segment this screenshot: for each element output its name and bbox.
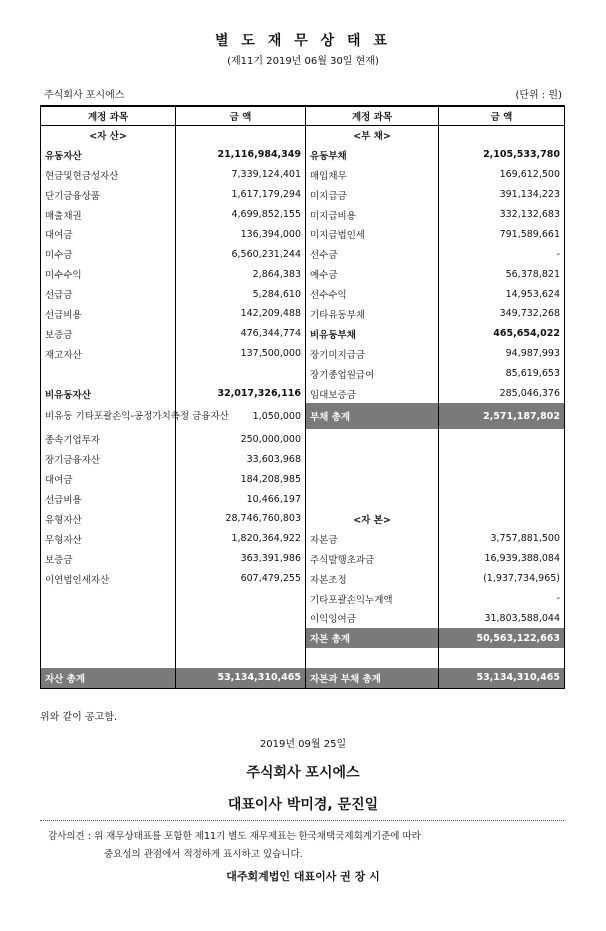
table-row	[41, 469, 565, 489]
liability-equity-account: 선수수익	[306, 284, 439, 304]
asset-account: 비유동자산	[41, 384, 176, 404]
asset-amount	[176, 628, 306, 648]
liability-equity-account: 주식발행초과금	[306, 549, 439, 569]
asset-account: 미수수익	[41, 264, 176, 284]
asset-amount: 1,820,364,922	[176, 529, 306, 549]
asset-account	[41, 608, 176, 628]
table-row	[41, 628, 565, 648]
liability-equity-amount	[439, 469, 565, 489]
table-row	[41, 608, 565, 628]
asset-account: 보증금	[41, 549, 176, 569]
asset-account: 대여금	[41, 469, 176, 489]
table-row	[41, 145, 565, 165]
representatives: 대표이사 박미경, 문진일	[227, 797, 379, 813]
column-header: 계정 과목	[306, 106, 439, 125]
asset-account: 비유동 기타포괄손익-공정가치측정 금융자산	[41, 403, 176, 429]
liability-equity-amount: 94,987,993	[505, 348, 560, 360]
column-header: 금 액	[439, 106, 565, 125]
asset-account: 종속기업투자	[41, 429, 176, 449]
asset-amount: 53,134,310,465	[176, 668, 306, 688]
notice-text: 위와 같이 공고함.	[40, 712, 118, 723]
liability-equity-amount	[439, 449, 565, 469]
asset-amount: 363,391,986	[176, 549, 306, 569]
table-header-row	[41, 106, 565, 125]
asset-amount: 184,208,985	[176, 469, 306, 489]
asset-account: 무형자산	[41, 529, 176, 549]
liability-equity-account: 부채 총계	[306, 403, 439, 429]
table-row	[41, 384, 565, 404]
table-row	[41, 529, 565, 549]
asset-amount: 1,050,000	[176, 403, 306, 429]
liability-equity-account: <부 채>	[306, 125, 439, 145]
liability-equity-amount: 53,134,310,465	[439, 668, 565, 688]
asset-amount: 6,560,231,244	[176, 244, 306, 264]
currency-unit: (단위 : 원)	[515, 90, 562, 101]
liability-equity-account: <자 본>	[306, 509, 439, 529]
table-row	[41, 125, 565, 145]
table-row	[41, 569, 565, 589]
liability-equity-amount: (1,937,734,965)	[483, 573, 560, 585]
asset-account: 유동자산	[41, 145, 176, 165]
table-row	[41, 224, 565, 244]
table-row	[41, 589, 565, 609]
asset-account: 장기금융자산	[41, 449, 176, 469]
auditor-name: 대주회계법인 대표이사 권 장 시	[226, 870, 380, 883]
asset-account: 현금및현금성자산	[41, 165, 176, 185]
liability-equity-amount	[439, 648, 565, 668]
dotted-divider	[40, 820, 564, 821]
liability-equity-amount	[439, 125, 565, 145]
asset-account: 미수금	[41, 244, 176, 264]
liability-equity-account: 자본금	[306, 529, 439, 549]
asset-amount: 137,500,000	[176, 344, 306, 364]
liability-equity-account: 자본 총계	[306, 628, 439, 648]
liability-equity-account: 미지급비용	[306, 205, 439, 225]
table-row	[41, 205, 565, 225]
statement-period: (제11기 2019년 06월 30일 현재)	[227, 56, 379, 67]
liability-equity-amount: 16,939,388,084	[484, 553, 560, 565]
table-row	[41, 364, 565, 384]
table-row	[41, 509, 565, 529]
liability-equity-amount: 285,046,376	[499, 388, 560, 400]
table-row	[41, 324, 565, 344]
liability-equity-account: 예수금	[306, 264, 439, 284]
liability-equity-amount: 169,612,500	[499, 169, 560, 181]
liability-equity-account	[306, 449, 439, 469]
liability-equity-account	[306, 489, 439, 509]
column-header: 금 액	[176, 106, 306, 125]
liability-equity-account: 이익잉여금	[306, 608, 439, 628]
liability-equity-account: 임대보증금	[306, 384, 439, 404]
liability-equity-account: 자본과 부채 총계	[306, 668, 439, 688]
asset-account	[41, 364, 176, 384]
table-row	[41, 165, 565, 185]
asset-amount	[176, 589, 306, 609]
balance-sheet-table	[40, 105, 565, 689]
liability-equity-amount: -	[556, 593, 560, 605]
table-row	[41, 264, 565, 284]
liability-equity-amount: -	[556, 248, 560, 260]
asset-account: 이연법인세자산	[41, 569, 176, 589]
asset-account: <자 산>	[41, 125, 176, 145]
liability-equity-account: 장기미지급금	[306, 344, 439, 364]
liability-equity-amount: 465,654,022	[493, 328, 560, 340]
asset-amount: 607,479,255	[176, 569, 306, 589]
table-row	[41, 648, 565, 668]
liability-equity-account: 미지급법인세	[306, 224, 439, 244]
liability-equity-account	[306, 648, 439, 668]
liability-equity-amount	[439, 489, 565, 509]
asset-amount	[176, 608, 306, 628]
liability-equity-account: 선수금	[306, 244, 439, 264]
table-row	[41, 489, 565, 509]
asset-amount: 10,466,197	[176, 489, 306, 509]
asset-amount	[176, 125, 306, 145]
company-name: 주식회사 포시에스	[44, 90, 125, 101]
table-row	[41, 284, 565, 304]
table-row	[41, 304, 565, 324]
asset-account: 보증금	[41, 324, 176, 344]
asset-amount: 2,864,383	[176, 264, 306, 284]
asset-amount: 4,699,852,155	[176, 205, 306, 225]
asset-amount: 136,394,000	[176, 224, 306, 244]
liability-equity-amount: 85,619,653	[505, 368, 560, 380]
liability-equity-account: 유동부채	[306, 145, 439, 165]
asset-account: 선급금	[41, 284, 176, 304]
liability-equity-account: 기타포괄손익누계액	[306, 589, 439, 609]
liability-equity-account: 장기종업원급여	[306, 364, 439, 384]
asset-amount: 1,617,179,294	[176, 185, 306, 205]
audit-opinion-line2: 중요성의 관점에서 적정하게 표시하고 있습니다.	[104, 849, 303, 860]
asset-account: 선급비용	[41, 304, 176, 324]
column-header: 계정 과목	[41, 106, 176, 125]
asset-amount: 7,339,124,401	[176, 165, 306, 185]
asset-account: 선급비용	[41, 489, 176, 509]
table-row	[41, 429, 565, 449]
liability-equity-amount	[439, 429, 565, 449]
asset-amount	[176, 648, 306, 668]
table-row	[41, 185, 565, 205]
asset-account	[41, 648, 176, 668]
asset-account	[41, 589, 176, 609]
asset-amount: 250,000,000	[176, 429, 306, 449]
asset-amount: 33,603,968	[176, 449, 306, 469]
table-row	[41, 549, 565, 569]
audit-opinion-line1: 감사의견 : 위 재무상태표를 포함한 제11기 별도 재무제표는 한국채택국제회계기준에 따라	[48, 831, 421, 842]
asset-amount: 32,017,326,116	[176, 384, 306, 404]
asset-account	[41, 628, 176, 648]
asset-amount: 142,209,488	[176, 304, 306, 324]
liability-equity-account: 기타유동부채	[306, 304, 439, 324]
liability-equity-amount: 2,105,533,780	[483, 149, 560, 161]
liability-equity-account: 미지급금	[306, 185, 439, 205]
liability-equity-account: 매입채무	[306, 165, 439, 185]
table-row	[41, 668, 565, 688]
liability-equity-amount: 14,953,624	[505, 288, 560, 300]
liability-equity-account: 자본조정	[306, 569, 439, 589]
liability-equity-amount: 3,757,881,500	[490, 533, 560, 545]
table-row	[41, 449, 565, 469]
liability-equity-amount: 2,571,187,802	[439, 403, 565, 429]
announcement-date: 2019년 09월 25일	[259, 739, 347, 750]
corporation-name: 주식회사 포시에스	[246, 765, 360, 781]
asset-account: 자산 총계	[41, 668, 176, 688]
asset-account: 대여금	[41, 224, 176, 244]
liability-equity-amount: 56,378,821	[505, 268, 560, 280]
asset-account: 재고자산	[41, 344, 176, 364]
liability-equity-amount: 349,732,268	[499, 308, 560, 320]
liability-equity-account	[306, 469, 439, 489]
asset-account: 매출채권	[41, 205, 176, 225]
asset-amount: 476,344,774	[176, 324, 306, 344]
asset-amount: 21,116,984,349	[176, 145, 306, 165]
liability-equity-amount: 791,589,661	[499, 228, 560, 240]
statement-title: 별 도 재 무 상 태 표	[215, 33, 391, 49]
liability-equity-amount: 332,132,683	[499, 209, 560, 220]
asset-amount: 28,746,760,803	[176, 509, 306, 529]
liability-equity-account	[306, 429, 439, 449]
liability-equity-amount	[439, 509, 565, 529]
liability-equity-amount: 391,134,223	[499, 189, 560, 201]
liability-equity-account: 비유동부채	[306, 324, 439, 344]
asset-account: 유형자산	[41, 509, 176, 529]
asset-account: 단기금융상품	[41, 185, 176, 205]
table-row	[41, 403, 565, 429]
liability-equity-amount: 50,563,122,663	[439, 628, 565, 648]
liability-equity-amount: 31,803,588,044	[484, 612, 560, 624]
asset-amount	[176, 364, 306, 384]
table-row	[41, 344, 565, 364]
table-row	[41, 244, 565, 264]
asset-amount: 5,284,610	[176, 284, 306, 304]
